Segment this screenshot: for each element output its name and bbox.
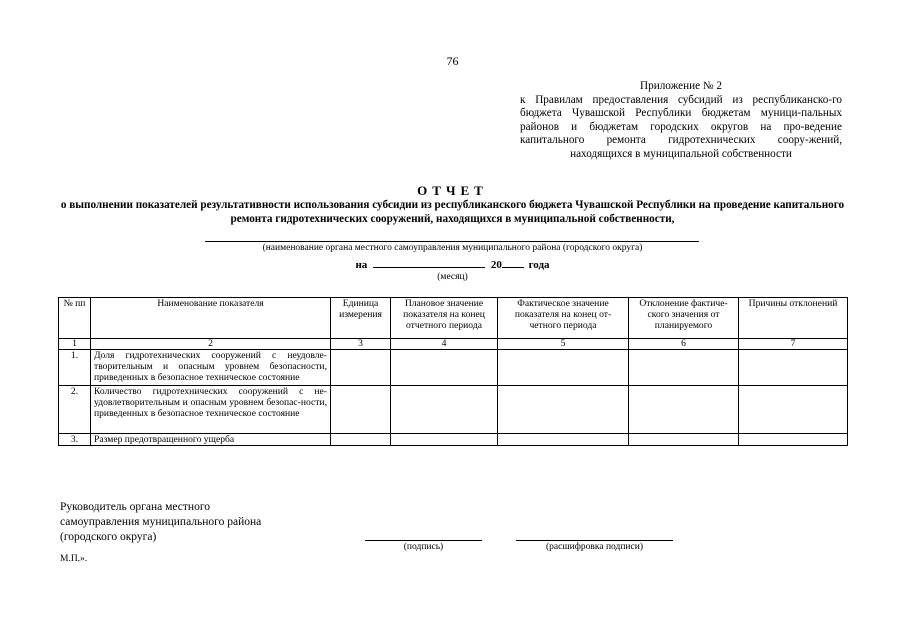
header-cell: Плановое значение показателя на конец отчетного периода: [391, 298, 498, 339]
unit-cell[interactable]: [331, 386, 391, 434]
signature-decoding-line: [516, 540, 673, 541]
month-blank: [373, 257, 485, 268]
appendix-block: [520, 80, 842, 162]
signer-block: [60, 500, 261, 545]
report-title: ОТЧЕТ: [417, 183, 488, 198]
indicator-name: Размер предотвращенного ущерба: [91, 434, 331, 446]
table-row: [59, 386, 848, 434]
deviation-cell[interactable]: [629, 350, 739, 386]
column-number: 7: [739, 339, 848, 350]
planned-value-cell[interactable]: [391, 350, 498, 386]
signer-line: Руководитель органа местного: [60, 501, 210, 513]
reasons-cell[interactable]: [739, 434, 848, 446]
header-cell: Отклонение фактиче-ского значения от планируемого: [629, 298, 739, 339]
planned-value-cell[interactable]: [391, 386, 498, 434]
actual-value-cell[interactable]: [498, 386, 629, 434]
header-cell: № пп: [59, 298, 91, 339]
signature-decoding-caption: (расшифровка подписи): [546, 542, 643, 552]
year-blank: [502, 257, 524, 268]
indicators-table: [58, 297, 848, 446]
reasons-cell[interactable]: [739, 350, 848, 386]
column-number: 4: [391, 339, 498, 350]
period-year: 20: [490, 259, 502, 271]
column-number: 5: [498, 339, 629, 350]
appendix-text: к Правилам предоставления субсидий из республиканско-го бюджета Чувашской Республики бюджетам муници-пальных районов и бюджетам городских округов на про-ведение капитального ремонта гидротехнических соору-жений, находящихся в муниципальной собственности: [520, 93, 842, 160]
table-header-row: [59, 298, 848, 339]
header-cell: Единица измерения: [331, 298, 391, 339]
column-number: 6: [629, 339, 739, 350]
column-number: 1: [59, 339, 91, 350]
signature-line: [365, 540, 482, 541]
report-subtitle: о выполнении показателей результативности использования субсидии из республиканского бюджета Чувашской Республики на проведение капитального ремонта гидротехнических сооружений, находящихся в муниципальной собственности,: [60, 199, 845, 225]
row-number: 3.: [59, 434, 91, 446]
deviation-cell[interactable]: [629, 434, 739, 446]
column-number: 3: [331, 339, 391, 350]
row-number: 1.: [59, 350, 91, 386]
column-number: 2: [91, 339, 331, 350]
table-row: [59, 434, 848, 446]
indicator-name: Доля гидротехнических сооружений с неудовле-творительным и опасным уровнем безопасности, приведенных в безопасное техническое состояние: [91, 350, 331, 386]
column-number-row: [59, 339, 848, 350]
month-caption: (месяц): [437, 272, 468, 282]
planned-value-cell[interactable]: [391, 434, 498, 446]
organization-name-line: [205, 241, 699, 242]
unit-cell[interactable]: [331, 350, 391, 386]
header-cell: Наименование показателя: [91, 298, 331, 339]
actual-value-cell[interactable]: [498, 434, 629, 446]
signer-line: самоуправления муниципального района: [60, 516, 262, 528]
signer-line: (городского округа): [60, 531, 157, 543]
organization-caption: (наименование органа местного самоуправления муниципального района (городского округа): [262, 243, 643, 253]
period-suffix: года: [528, 259, 550, 271]
reasons-cell[interactable]: [739, 386, 848, 434]
signature-caption: (подпись): [403, 542, 444, 552]
page-number: 76: [446, 54, 459, 68]
unit-cell[interactable]: [331, 434, 391, 446]
indicator-name: Количество гидротехнических сооружений с не-удовлетворительным и опасным уровнем безопас-ности, приведенных в безопасное техническое состояние: [91, 386, 331, 434]
actual-value-cell[interactable]: [498, 350, 629, 386]
period-prefix: на: [355, 259, 368, 271]
row-number: 2.: [59, 386, 91, 434]
deviation-cell[interactable]: [629, 386, 739, 434]
header-cell: Фактическое значение показателя на конец от-четного периода: [498, 298, 629, 339]
table-row: [59, 350, 848, 386]
appendix-title: Приложение № 2: [640, 80, 722, 92]
report-period: [0, 257, 905, 271]
stamp-placeholder: М.П.».: [60, 554, 88, 564]
header-cell: Причины отклонений: [739, 298, 848, 339]
